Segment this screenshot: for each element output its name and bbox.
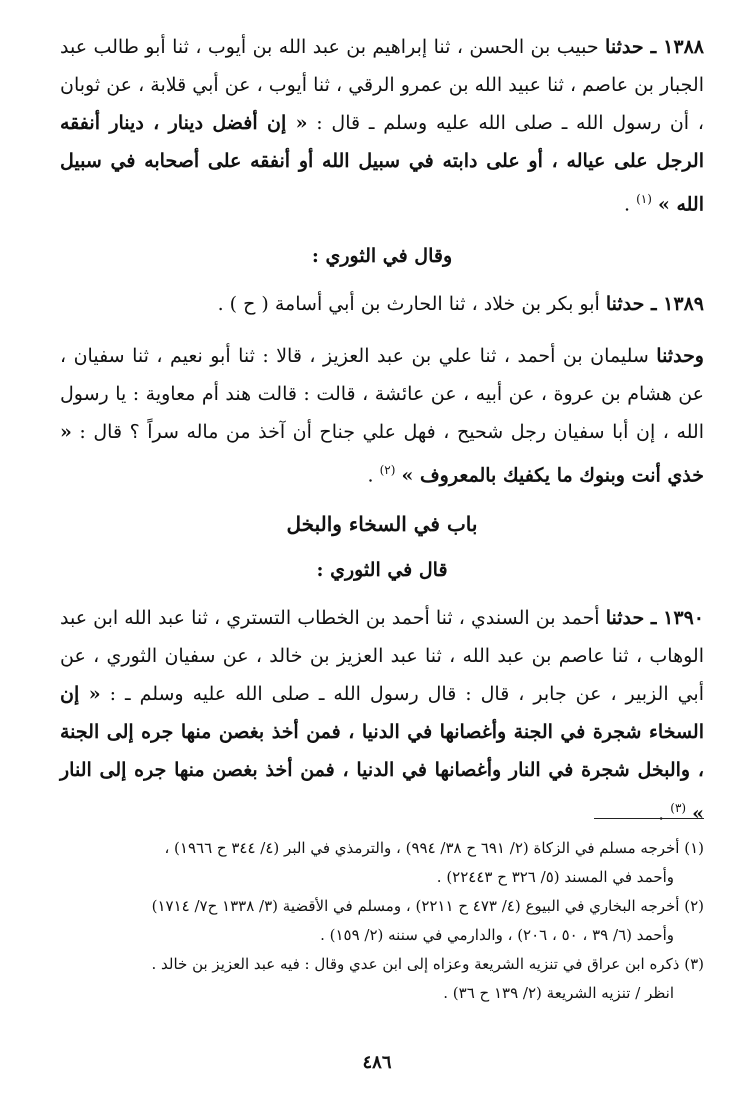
hadith-1389-second-chain	[60, 337, 704, 494]
isnad-text: سليمان بن أحمد ، ثنا علي بن عبد العزيز ، قالا : ثنا أبو نعيم ، ثنا سفيان ، عن هشام بن عروة ، عن أبيه ، عن عائشة ، قالت : قالت هند أم معاوية : يا رسول الله ، إن أبا سفيان رجل شحيح ، فهل علي جناح أن آخذ من ماله سراً ؟ قال :	[60, 345, 704, 444]
matn-text: « إن أفضل دينار ، دينار أنفقه الرجل على عياله ، أو على دابته في سبيل الله أو أنفقه على أصحابه في سبيل الله »	[60, 112, 704, 216]
footnote-2-continued: وأحمد (٦/ ٣٩ ، ٥٠ ، ٢٠٦) ، والدارمي في سننه (٢/ ١٥٩) .	[320, 926, 674, 944]
footnote-1-continued: وأحمد في المسند (٥/ ٣٢٦ ح ٢٢٤٤٣) .	[436, 868, 674, 886]
chapter-title: باب في السخاء والبخل	[286, 511, 478, 536]
hadith-number: ١٣٨٩ ـ حدثنا	[605, 293, 704, 316]
footnote-2: (٢) أخرجه البخاري في البيوع (٤/ ٤٧٣ ح ٢٢١١) ، ومسلم في الأقضية (٣/ ١٣٣٨ ح٧/ ١٧١٤)	[151, 897, 704, 915]
isnad-text: حبيب بن الحسن ، ثنا إبراهيم بن عبد الله بن أيوب ، ثنا أبو طالب عبد الجبار بن عاصم ، ثنا عبيد الله بن عمرو الرقي ، ثنا أيوب ، عن أبي قلابة ، عن ثوبان ، أن رسول الله ـ صلى الله عليه وسلم ـ قال :	[60, 36, 704, 134]
footnotes	[50, 834, 704, 1008]
footnote-ref: (٣)	[670, 800, 687, 815]
matn-text: « إن السخاء شجرة في الجنة وأغصانها في الدنيا ، فمن أخذ بغصن منها جره إلى الجنة ، والبخل شجرة في النار وأغصانها في الدنيا ، فمن أخذ بغصن منها جره إلى النار »	[60, 682, 704, 824]
page-number: ٤٨٦	[362, 1052, 392, 1073]
hadith-number: ١٣٩٠ ـ حدثنا	[605, 606, 704, 629]
hadith-1388	[60, 28, 704, 223]
footnote-ref: (٢)	[379, 463, 396, 478]
footnote-divider	[594, 818, 704, 819]
section-heading: قال في الثوري :	[316, 558, 448, 581]
hadith-1390	[60, 599, 704, 832]
end-mark: .	[367, 464, 380, 487]
footnote-3: (٣) ذكره ابن عراق في تنزيه الشريعة وعزاه إلى ابن عدي وقال : فيه عبد العزيز بن خالد .	[151, 955, 704, 973]
isnad-text: أبو بكر بن خلاد ، ثنا الحارث بن أبي أسامة ( ح ) .	[217, 293, 606, 316]
footnote-1: (١) أخرجه مسلم في الزكاة (٢/ ٦٩١ ح ٣٨/ ٩٩٤) ، والترمذي في البر (٤/ ٣٤٤ ح ١٩٦٦) ،	[164, 839, 704, 857]
end-mark: .	[623, 193, 637, 216]
end-mark: .	[658, 801, 671, 824]
isnad-text: أحمد بن السندي ، ثنا أحمد بن الخطاب التستري ، ثنا عبد الله ابن عبد الوهاب ، ثنا عاصم بن عبد الله ، ثنا عبد العزيز بن خالد ، عن سفيان الثوري ، عن أبي الزبير ، عن جابر ، قال : قال رسول الله ـ صلى الله عليه وسلم ـ :	[60, 606, 704, 705]
matn-text: « خذي أنت وبنوك ما يكفيك بالمعروف »	[60, 421, 704, 487]
section-heading: وقال في الثوري :	[311, 245, 453, 268]
footnote-ref: (١)	[636, 192, 652, 206]
footnote-3-continued: انظر / تنزيه الشريعة (٢/ ١٣٩ ح ٣٦) .	[443, 984, 674, 1002]
hadith-1389	[60, 285, 704, 323]
chain-start: وحدثنا	[656, 345, 704, 368]
hadith-number: ١٣٨٨ ـ حدثنا	[605, 36, 704, 58]
main-text	[60, 28, 704, 832]
